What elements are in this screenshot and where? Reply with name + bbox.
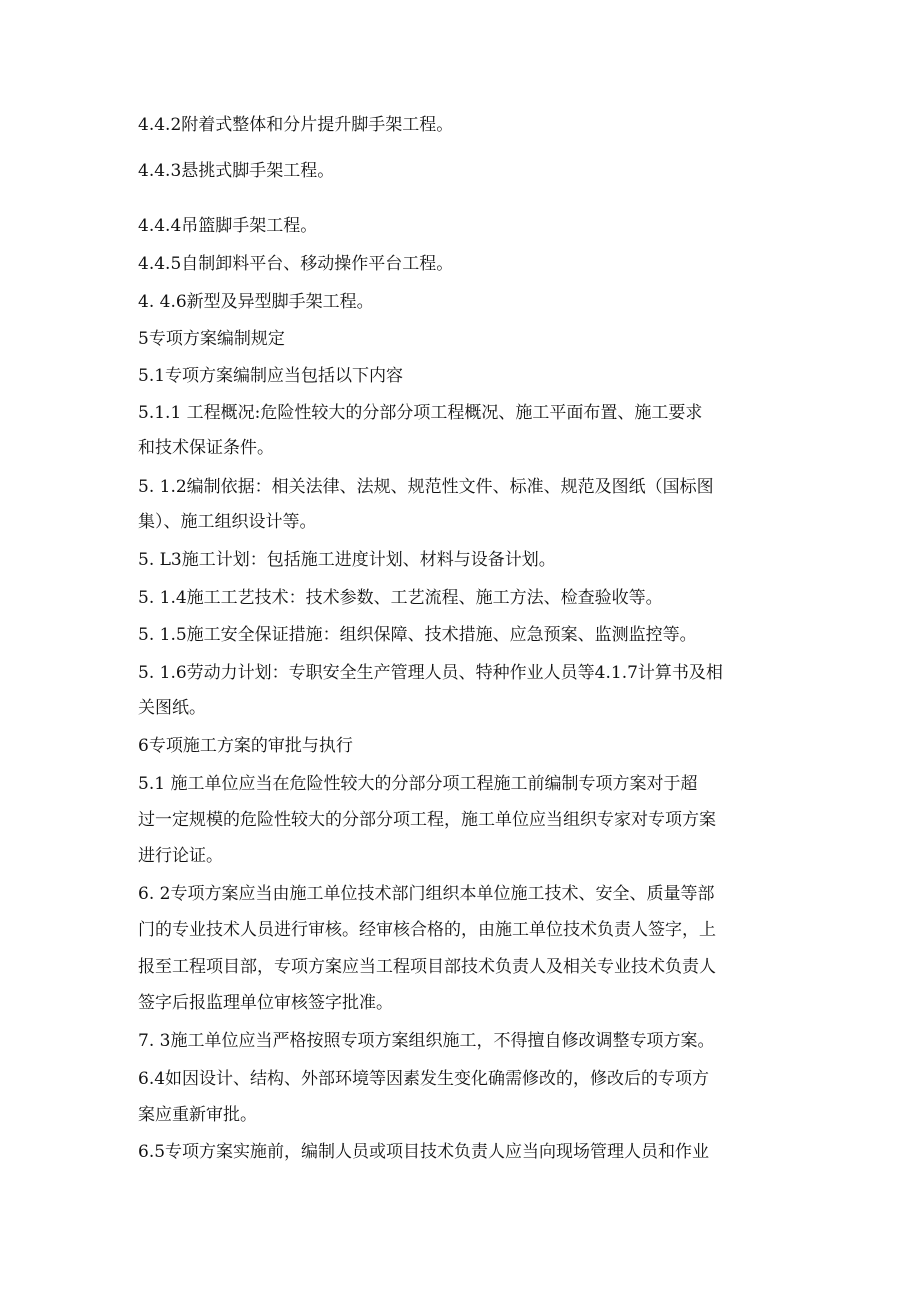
- text-line: 5. 1.6劳动力计划：专职安全生产管理人员、特种作业人员等4.1.7计算书及相: [138, 663, 723, 683]
- text-line: 6.5专项方案实施前，编制人员或项目技术负责人应当向现场管理人员和作业: [138, 1142, 710, 1162]
- text-line: 7. 3施工单位应当严格按照专项方案组织施工，不得擅自修改调整专项方案。: [138, 1031, 715, 1051]
- text-line: 5. 1.5施工安全保证措施：组织保障、技术措施、应急预案、监测监控等。: [138, 625, 697, 645]
- text-line: 集）、施工组织设计等。: [138, 512, 317, 532]
- text-line: 5.1.1 工程概况:危险性较大的分部分项工程概况、施工平面布置、施工要求: [138, 403, 703, 423]
- text-line: 和技术保证条件。: [138, 438, 274, 458]
- text-line: 进行论证。: [138, 846, 223, 866]
- text-line: 过一定规模的危险性较大的分部分项工程，施工单位应当组织专家对专项方案: [138, 810, 716, 830]
- text-line: 4.4.5自制卸料平台、移动操作平台工程。: [138, 254, 454, 274]
- text-line: 5. 1.4施工工艺技术：技术参数、工艺流程、施工方法、检查验收等。: [138, 588, 663, 608]
- text-line: 6.4如因设计、结构、外部环境等因素发生变化确需修改的，修改后的专项方: [138, 1069, 710, 1089]
- text-line: 案应重新审批。: [138, 1105, 257, 1125]
- text-line: 门的专业技术人员进行审核。经审核合格的，由施工单位技术负责人签字，上: [138, 920, 716, 940]
- section-heading: 6专项施工方案的审批与执行: [138, 736, 353, 756]
- text-line: 报至工程项目部，专项方案应当工程项目部技术负责人及相关专业技术负责人: [138, 957, 716, 977]
- text-line: 5.1 施工单位应当在危险性较大的分部分项工程施工前编制专项方案对于超: [138, 774, 698, 794]
- text-line: 5. 1.2编制依据：相关法律、法规、规范性文件、标准、规范及图纸（国标图: [138, 477, 714, 497]
- text-line: 4.4.3悬挑式脚手架工程。: [138, 161, 335, 181]
- section-heading: 5专项方案编制规定: [138, 329, 285, 349]
- text-line: 5.1专项方案编制应当包括以下内容: [138, 366, 404, 386]
- text-line: 4.4.4吊篮脚手架工程。: [138, 216, 318, 236]
- text-line: 关图纸。: [138, 698, 206, 718]
- text-line: 5. L3施工计划：包括施工进度计划、材料与设备计划。: [138, 550, 556, 570]
- text-line: 4. 4.6新型及异型脚手架工程。: [138, 292, 374, 312]
- text-line: 4.4.2附着式整体和分片提升脚手架工程。: [138, 115, 454, 135]
- text-line: 6. 2专项方案应当由施工单位技术部门组织本单位施工技术、安全、质量等部: [138, 884, 715, 904]
- text-line: 签字后报监理单位审核签字批准。: [138, 993, 393, 1013]
